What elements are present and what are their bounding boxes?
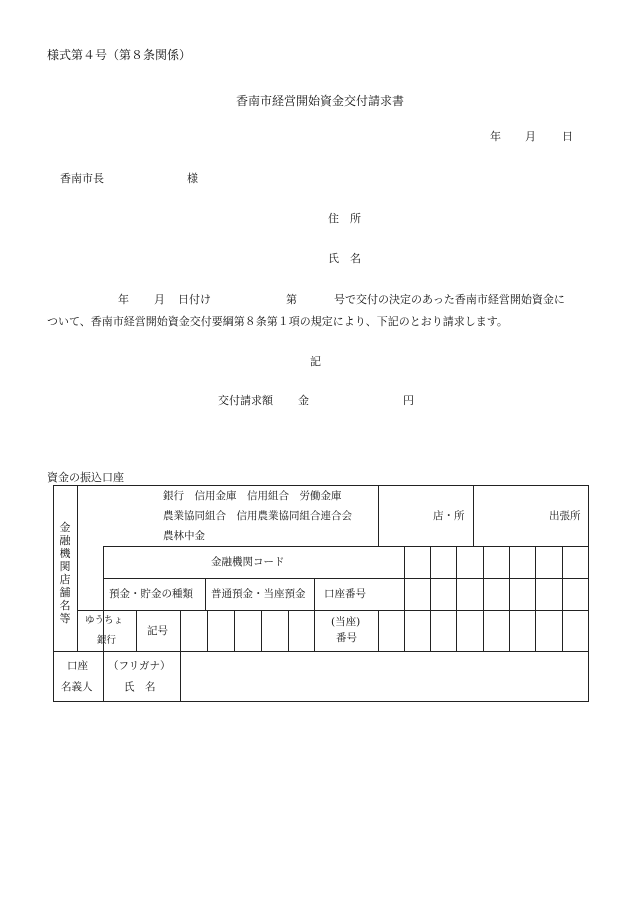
vertical-char: 名 [59, 599, 71, 612]
amount-kin: 金 [298, 394, 309, 407]
form-number: 様式第４号（第８条関係） [47, 48, 192, 62]
sub-branch-label: 出張所 [549, 510, 581, 522]
institution-types-line3: 農林中金 [163, 530, 205, 542]
vertical-char: 関 [59, 560, 71, 573]
vertical-char: 店 [59, 573, 71, 586]
account-heading: 資金の振込口座 [47, 471, 124, 484]
body-dated: 日付け [178, 293, 211, 306]
institution-types-line2: 農業協同組合 信用農業協同組合連合会 [163, 510, 352, 522]
body-year: 年 [118, 293, 129, 306]
holder-name-label: 氏 名 [124, 681, 156, 693]
body-number-prefix: 第 [286, 293, 297, 306]
account-number-label: 口座番号 [324, 588, 366, 600]
branch-label: 店・所 [433, 510, 465, 522]
vertical-char: 融 [59, 534, 71, 547]
institution-code-label: 金融機関コード [211, 556, 285, 568]
deposit-type-value: 普通預金・当座預金 [211, 588, 306, 600]
amount-yen: 円 [403, 394, 414, 407]
vertical-char: 舗 [59, 586, 71, 599]
addressee-name: 香南市長 [60, 172, 104, 185]
yucho-label-line1: ゆうちょ [85, 615, 124, 626]
vertical-char: 等 [59, 612, 71, 625]
vertical-char: 機 [59, 547, 71, 560]
vertical-char: 金 [59, 521, 71, 534]
holder-label-line2: 名義人 [61, 681, 93, 693]
body-month: 月 [154, 293, 165, 306]
address-label: 住 所 [328, 212, 361, 225]
body-line1-rest: 号で交付の決定のあった香南市経営開始資金に [334, 293, 565, 306]
holder-label-line1: 口座 [67, 660, 88, 672]
name-label: 氏 名 [328, 252, 361, 265]
furigana-label: （フリガナ） [108, 660, 171, 672]
date-month-label: 月 [525, 130, 536, 143]
ki-heading: 記 [310, 355, 321, 368]
document-title: 香南市経営開始資金交付請求書 [236, 94, 405, 108]
yucho-label-line2: 銀行 [97, 635, 117, 646]
amount-label: 交付請求額 [218, 394, 273, 407]
addressee-honorific: 様 [187, 172, 198, 185]
date-year-label: 年 [490, 130, 501, 143]
deposit-type-label: 預金・貯金の種類 [109, 588, 193, 600]
institution-types-line1: 銀行 信用金庫 信用組合 労働金庫 [163, 490, 342, 502]
kigou-label: 記号 [147, 625, 168, 637]
touza-label-line1: (当座) [331, 616, 361, 628]
date-day-label: 日 [562, 130, 573, 143]
body-line2: ついて、香南市経営開始資金交付要綱第８条第１項の規定により、下記のとおり請求します。 [47, 315, 508, 328]
touza-label-line2: 番号 [336, 632, 357, 644]
